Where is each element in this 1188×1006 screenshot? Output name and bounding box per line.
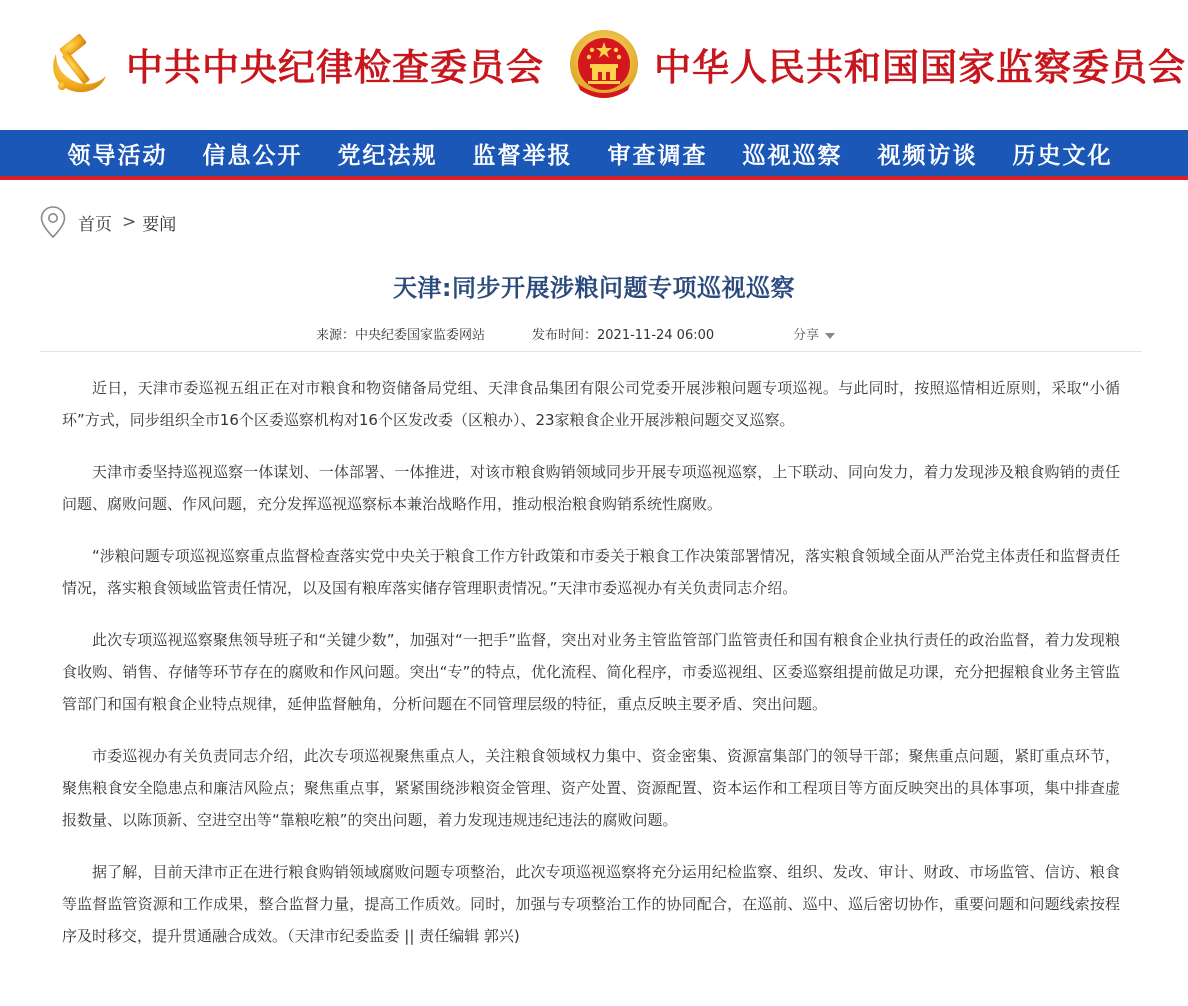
ccdi-title: 中共中央纪律检查委员会 (126, 45, 544, 89)
article-paragraph: 据了解，目前天津市正在进行粮食购销领域腐败问题专项整治，此次专项巡视巡察将充分运用纪检监察、组织、发改、审计、财政、市场监管、信访、粮食等监督监管资源和工作成果，整合监督力量，提高工作质效。同时，加强与专项整治工作的协同配合，在巡前、巡中、巡后密切协作，重要问题和问题线索按程序及时移交，提升贯通融合成效。（天津市纪委监委 || 责任编辑 郭兴) (62, 863, 1120, 945)
location-pin-icon (40, 206, 66, 238)
nav-item-history-culture[interactable]: 历史文化 (1012, 141, 1113, 169)
nsc-title: 中华人民共和国国家监察委员会 (654, 45, 1186, 89)
national-emblem-icon (568, 28, 640, 100)
article-publish-time: 发布时间：2021-11-24 06:00 (532, 328, 715, 343)
nav-item-supervision-report[interactable]: 监督举报 (472, 141, 573, 169)
article-title: 天津:同步开展涉粮问题专项巡视巡察 (392, 274, 796, 302)
nav-item-inspection[interactable]: 巡视巡察 (742, 141, 843, 169)
nav-item-video-interview[interactable]: 视频访谈 (877, 141, 978, 169)
ccdi-logo[interactable] (42, 28, 544, 100)
breadcrumb-home[interactable]: 首页 (78, 214, 112, 235)
article-paragraph: 近日，天津市委巡视五组正在对市粮食和物资储备局党组、天津食品集团有限公司党委开展涉粮问题专项巡视。与此同时，按照巡情相近原则，采取“小循环”方式，同步组织全市16个区委巡察机构对16个区发改委（区粮办）、23家粮食企业开展涉粮问题交叉巡察。 (62, 379, 1120, 429)
caret-down-icon (825, 333, 835, 339)
share-label: 分享 (793, 328, 820, 343)
nsc-logo[interactable] (568, 28, 1186, 100)
site-header (0, 0, 1188, 130)
article-paragraph: “涉粮问题专项巡视巡察重点监督检查落实党中央关于粮食工作方针政策和市委关于粮食工作决策部署情况，落实粮食领域全面从严治党主体责任和监督责任情况，落实粮食领域监管责任情况，以及国有粮库落实储存管理职责情况。”天津市委巡视办有关负责同志介绍。 (62, 547, 1120, 597)
nav-item-info-disclosure[interactable]: 信息公开 (202, 141, 303, 169)
breadcrumb-current[interactable]: 要闻 (142, 214, 177, 235)
main-nav (0, 130, 1188, 180)
breadcrumb-separator: > (122, 212, 137, 232)
article-paragraph: 天津市委坚持巡视巡察一体谋划、一体部署、一体推进，对该市粮食购销领域同步开展专项巡视巡察，上下联动、同向发力，着力发现涉及粮食购销的责任问题、腐败问题、作风问题，充分发挥巡视巡察标本兼治战略作用，推动根治粮食购销系统性腐败。 (62, 463, 1120, 513)
breadcrumb (40, 206, 176, 238)
nav-item-leadership[interactable]: 领导活动 (67, 141, 168, 169)
nav-item-investigation[interactable]: 审查调查 (607, 141, 708, 169)
article-body (62, 372, 1120, 972)
article-paragraph: 此次专项巡视巡察聚焦领导班子和“关键少数”，加强对“一把手”监督，突出对业务主管监管部门监管责任和国有粮食企业执行责任的政治监督，着力发现粮食收购、销售、存储等环节存在的腐败和作风问题。突出“专”的特点，优化流程、简化程序，市委巡视组、区委巡察组提前做足功课，充分把握粮食业务主管监管部门和国有粮食企业特点规律，延伸监督触角，分析问题在不同管理层级的特征，重点反映主要矛盾、突出问题。 (62, 631, 1120, 713)
meta-divider (40, 351, 1142, 352)
article-paragraph: 市委巡视办有关负责同志介绍，此次专项巡视聚焦重点人，关注粮食领域权力集中、资金密集、资源富集部门的领导干部；聚焦重点问题，紧盯重点环节，聚焦粮食安全隐患点和廉洁风险点；聚焦重点事，紧紧围绕涉粮资金管理、资产处置、资源配置、资本运作和工程项目等方面反映突出的具体事项，集中排查虚报数量、以陈顶新、空进空出等“靠粮吃粮”的突出问题，着力发现违规违纪违法的腐败问题。 (62, 747, 1120, 829)
share-button[interactable] (793, 324, 835, 343)
nav-item-party-regulations[interactable]: 党纪法规 (337, 141, 438, 169)
article-source: 来源：中央纪委国家监委网站 (316, 328, 486, 343)
party-emblem-icon (42, 28, 114, 100)
